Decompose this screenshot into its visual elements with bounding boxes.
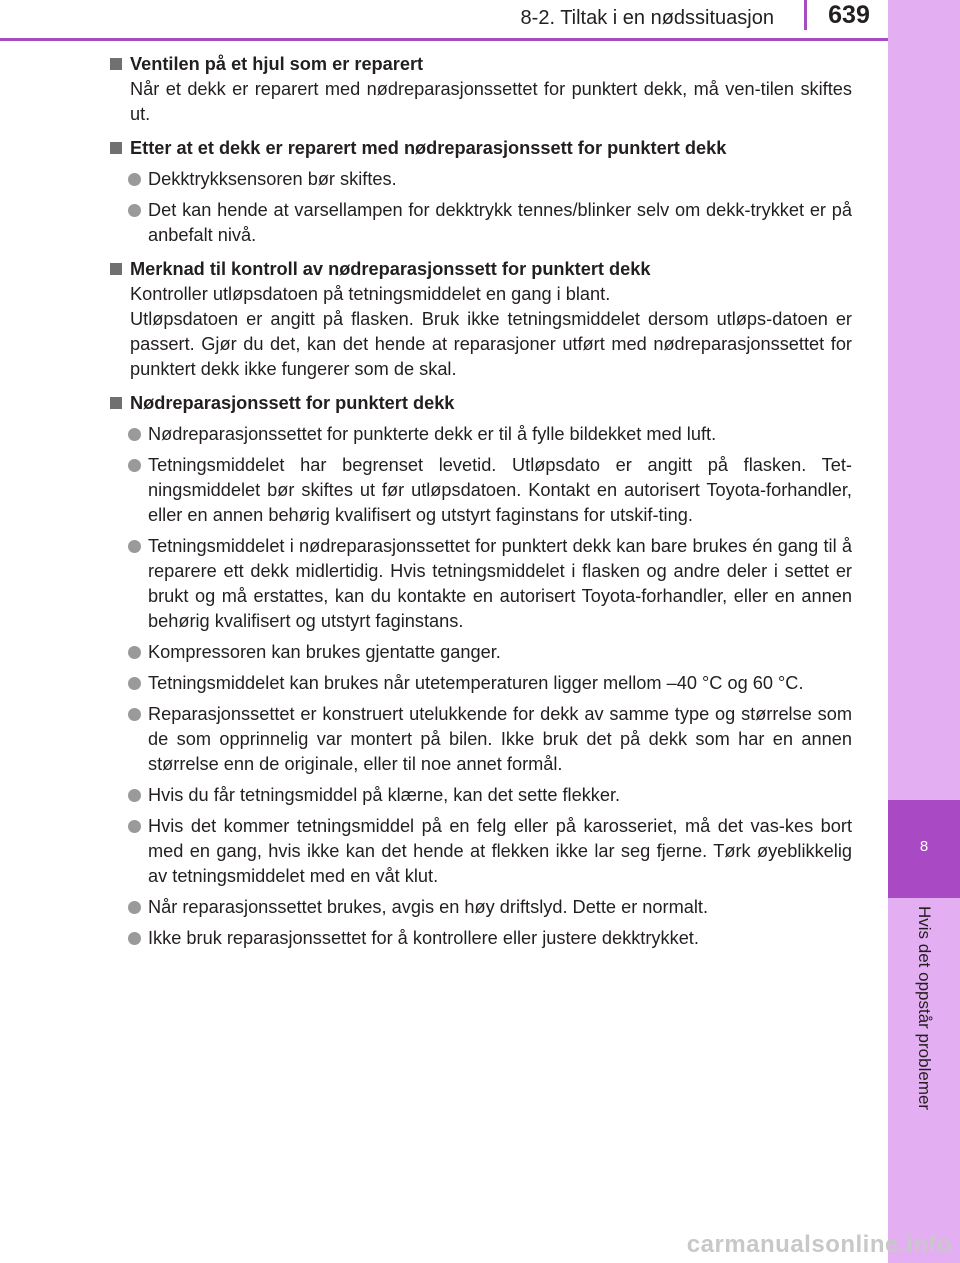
list-item: Når reparasjonssettet brukes, avgis en høy driftslyd. Dette er normalt. bbox=[108, 895, 852, 920]
section-heading: Merknad til kontroll av nødreparasjonssett for punktert dekk bbox=[108, 257, 852, 282]
circle-bullet-icon bbox=[128, 428, 141, 441]
circle-bullet-icon bbox=[128, 932, 141, 945]
circle-bullet-icon bbox=[128, 820, 141, 833]
circle-bullet-icon bbox=[128, 459, 141, 472]
list-item: Det kan hende at varsellampen for dekktrykk tennes/blinker selv om dekk-trykket er på anbefalt nivå. bbox=[108, 198, 852, 248]
square-bullet-icon bbox=[110, 58, 122, 70]
list-item: Tetningsmiddelet har begrenset levetid. Utløpsdato er angitt på flasken. Tet-ningsmiddelet bør skiftes ut før utløpsdatoen. Kontakt en autorisert Toyota-forhandler, eller en annen behørig kvalifisert og utstyrt faginstans for utskif-ting. bbox=[108, 453, 852, 528]
section-heading: Ventilen på et hjul som er reparert bbox=[108, 52, 852, 77]
circle-bullet-icon bbox=[128, 204, 141, 217]
circle-bullet-icon bbox=[128, 677, 141, 690]
chapter-number: 8 bbox=[919, 838, 929, 855]
page-content bbox=[108, 52, 852, 951]
paragraph-line: Utløpsdatoen er angitt på flasken. Bruk ikke tetningsmiddelet dersom utløps-datoen er passert. Gjør du det, kan det hende at reparasjoner utført med nødreparasjonssettet for punktert dekk ikke fungerer som de skal. bbox=[130, 309, 852, 379]
watermark: carmanualsonline.info bbox=[686, 1231, 952, 1258]
circle-bullet-icon bbox=[128, 540, 141, 553]
list-item: Kompressoren kan brukes gjentatte ganger. bbox=[108, 640, 852, 665]
section-heading: Etter at et dekk er reparert med nødreparasjonssett for punktert dekk bbox=[108, 136, 852, 161]
header-rule bbox=[0, 38, 888, 41]
section-heading: Nødreparasjonssett for punktert dekk bbox=[108, 391, 852, 416]
square-bullet-icon bbox=[110, 142, 122, 154]
list-item: Tetningsmiddelet i nødreparasjonssettet for punktert dekk kan bare brukes én gang til å reparere ett dekk midlertidig. Hvis tetningsmiddelet i flasken og andre deler i settet er brukt og må erstattes, kan du kontakte en autorisert Toyota-forhandler, eller en annen behørig kvalifisert og utstyrt faginstans. bbox=[108, 534, 852, 634]
section-paragraph: Når et dekk er reparert med nødreparasjonssettet for punktert dekk, må ven-tilen skiftes ut. bbox=[130, 79, 852, 124]
list-item: Hvis du får tetningsmiddel på klærne, kan det sette flekker. bbox=[108, 783, 852, 808]
list-item: Tetningsmiddelet kan brukes når utetemperaturen ligger mellom –40 °C og 60 °C. bbox=[108, 671, 852, 696]
page-number: 639 bbox=[828, 1, 870, 29]
circle-bullet-icon bbox=[128, 901, 141, 914]
list-item: Hvis det kommer tetningsmiddel på en felg eller på karosseriet, må det vas-kes bort med en gang, hvis ikke kan det hende at flekken ikke lar seg fjerne. Tørk øyeblikkelig av tetningsmiddelet med en våt klut. bbox=[108, 814, 852, 889]
section-paragraph bbox=[108, 282, 852, 382]
list-item: Dekktrykksensoren bør skiftes. bbox=[108, 167, 852, 192]
circle-bullet-icon bbox=[128, 708, 141, 721]
list-item: Ikke bruk reparasjonssettet for å kontrollere eller justere dekktrykket. bbox=[108, 926, 852, 951]
chapter-title: Hvis det oppstår problemer bbox=[915, 906, 934, 1111]
circle-bullet-icon bbox=[128, 173, 141, 186]
paragraph-line: Kontroller utløpsdatoen på tetningsmiddelet en gang i blant. bbox=[130, 284, 611, 304]
list-item: Reparasjonssettet er konstruert utelukkende for dekk av samme type og størrelse som de som opprinnelig var montert på bilen. Ikke bruk det på dekk som har en annen størrelse enn de originale, eller til noe annet formål. bbox=[108, 702, 852, 777]
circle-bullet-icon bbox=[128, 646, 141, 659]
square-bullet-icon bbox=[110, 397, 122, 409]
section-title: 8-2. Tiltak i en nødssituasjon bbox=[520, 7, 774, 29]
circle-bullet-icon bbox=[128, 789, 141, 802]
square-bullet-icon bbox=[110, 263, 122, 275]
list-item: Nødreparasjonssettet for punkterte dekk er til å fylle bildekket med luft. bbox=[108, 422, 852, 447]
